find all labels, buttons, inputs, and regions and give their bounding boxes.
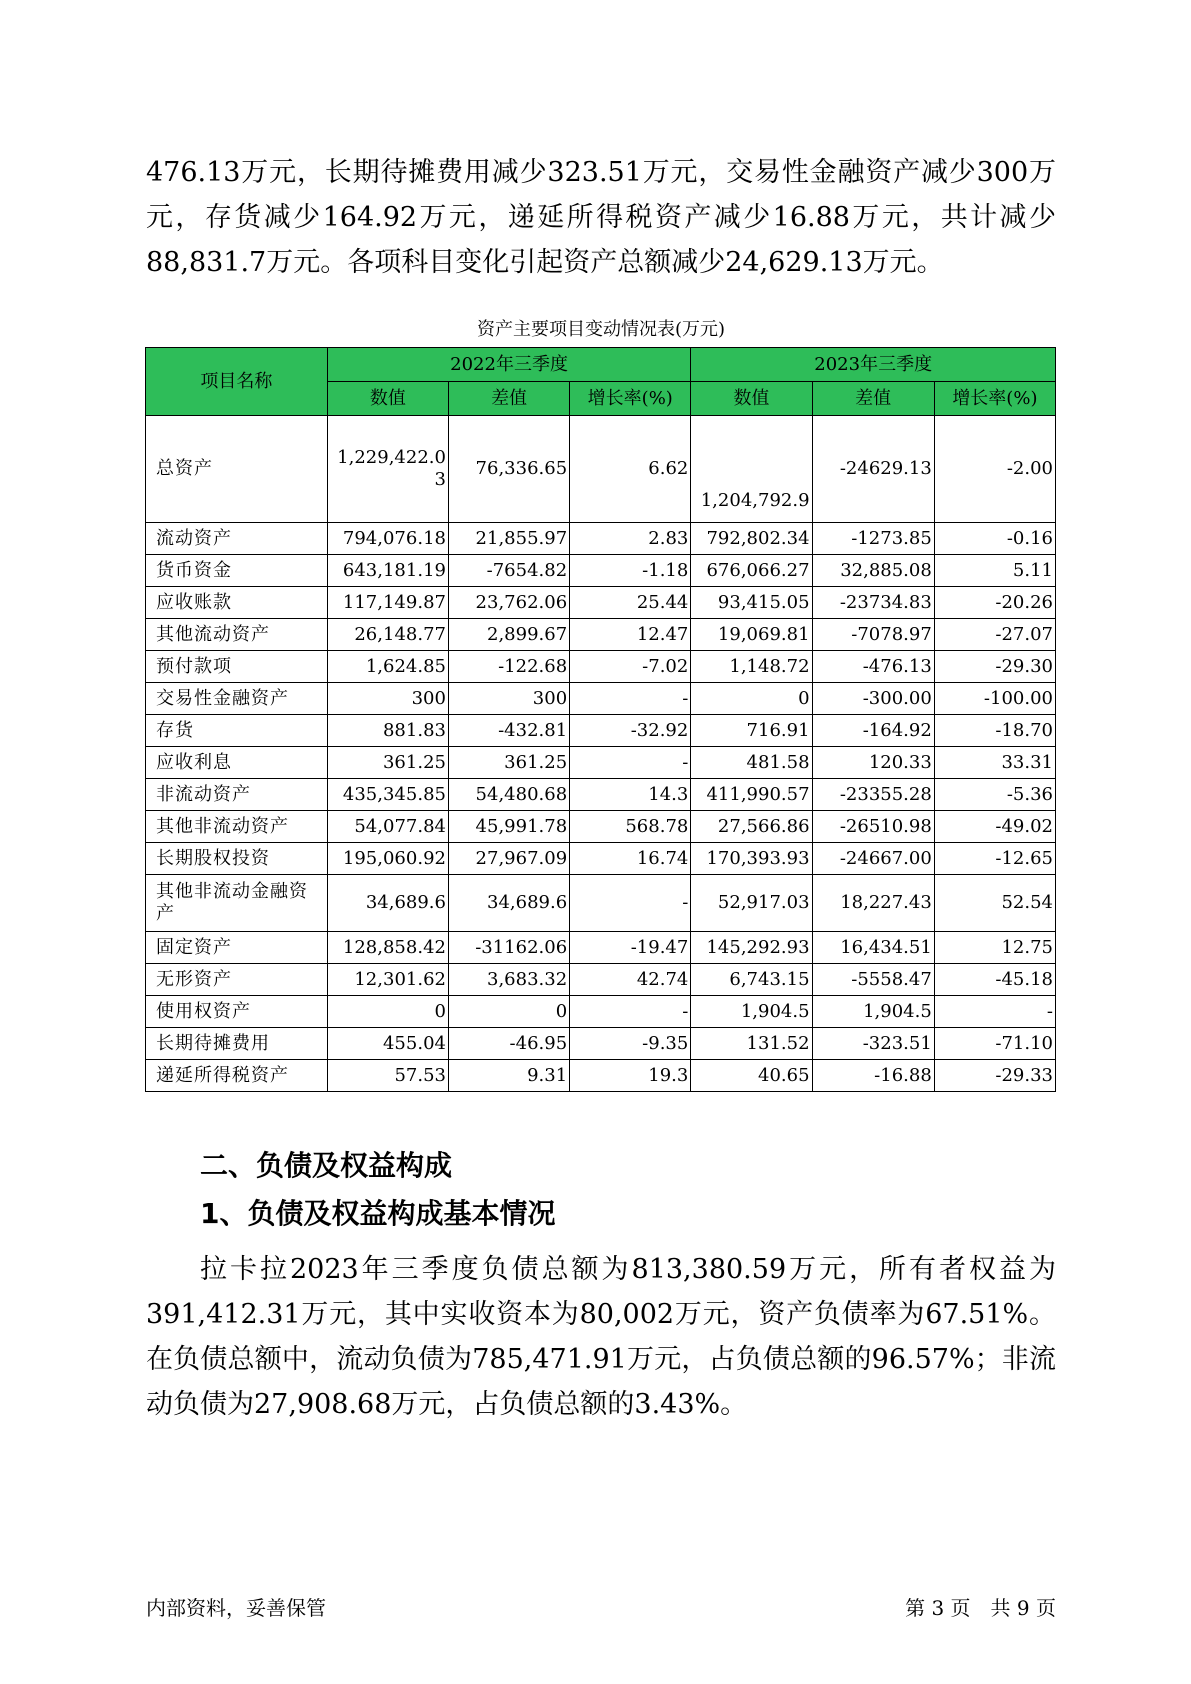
row-item-name: 交易性金融资产 [146, 683, 328, 715]
table-cell: 27,967.09 [448, 843, 569, 875]
table-cell: -24667.00 [812, 843, 934, 875]
table-cell: 14.3 [570, 779, 691, 811]
table-cell: 5.11 [934, 555, 1055, 587]
table-cell: 117,149.87 [327, 587, 448, 619]
row-item-name: 使用权资产 [146, 996, 328, 1028]
table-cell: 3,683.32 [448, 964, 569, 996]
table-cell: 93,415.05 [691, 587, 812, 619]
table-cell: 26,148.77 [327, 619, 448, 651]
header-item-name: 项目名称 [146, 348, 328, 416]
table-cell: 300 [448, 683, 569, 715]
table-cell: 52.54 [934, 875, 1055, 932]
table-cell: 27,566.86 [691, 811, 812, 843]
table-cell: -45.18 [934, 964, 1055, 996]
table-cell: 34,689.6 [327, 875, 448, 932]
table-cell: -5558.47 [812, 964, 934, 996]
row-item-name: 其他非流动资产 [146, 811, 328, 843]
table-cell: 23,762.06 [448, 587, 569, 619]
row-item-name: 存货 [146, 715, 328, 747]
header-period-2023: 2023年三季度 [691, 348, 1056, 382]
row-item-name: 货币资金 [146, 555, 328, 587]
table-cell: -32.92 [570, 715, 691, 747]
table-row [146, 779, 1056, 811]
table-cell: 12.47 [570, 619, 691, 651]
row-item-name: 预付款项 [146, 651, 328, 683]
table-cell: 32,885.08 [812, 555, 934, 587]
table-cell: -323.51 [812, 1028, 934, 1060]
table-row [146, 416, 1056, 523]
table-cell: -2.00 [934, 416, 1055, 523]
table-cell: 9.31 [448, 1060, 569, 1092]
table-cell: -7654.82 [448, 555, 569, 587]
table-cell: 792,802.34 [691, 523, 812, 555]
table-cell: - [570, 683, 691, 715]
table-row [146, 619, 1056, 651]
row-item-name: 其他流动资产 [146, 619, 328, 651]
table-cell: -300.00 [812, 683, 934, 715]
table-cell: 18,227.43 [812, 875, 934, 932]
table-cell: 300 [327, 683, 448, 715]
table-row [146, 996, 1056, 1028]
asset-change-table [145, 347, 1056, 1092]
table-cell: 2,899.67 [448, 619, 569, 651]
table-cell: 145,292.93 [691, 932, 812, 964]
table-cell: 568.78 [570, 811, 691, 843]
table-cell: - [570, 996, 691, 1028]
table-cell: -71.10 [934, 1028, 1055, 1060]
table-cell: 120.33 [812, 747, 934, 779]
table-cell: 170,393.93 [691, 843, 812, 875]
table-row [146, 1060, 1056, 1092]
table-cell: -24629.13 [812, 416, 934, 523]
header-value-2022: 数值 [327, 382, 448, 416]
table-cell: 676,066.27 [691, 555, 812, 587]
table-cell: -100.00 [934, 683, 1055, 715]
table-cell: -164.92 [812, 715, 934, 747]
header-period-2022: 2022年三季度 [327, 348, 691, 382]
table-body [146, 416, 1056, 1092]
table-cell: 435,345.85 [327, 779, 448, 811]
row-item-name: 固定资产 [146, 932, 328, 964]
table-cell: -29.33 [934, 1060, 1055, 1092]
table-cell: 52,917.03 [691, 875, 812, 932]
table-cell: 455.04 [327, 1028, 448, 1060]
table-cell: 0 [327, 996, 448, 1028]
table-row [146, 964, 1056, 996]
table-row [146, 843, 1056, 875]
table-cell: 21,855.97 [448, 523, 569, 555]
table-row [146, 555, 1056, 587]
row-item-name: 流动资产 [146, 523, 328, 555]
row-item-name: 递延所得税资产 [146, 1060, 328, 1092]
table-cell: 0 [448, 996, 569, 1028]
table-cell: 6.62 [570, 416, 691, 523]
section-heading: 二、负债及权益构成 [200, 1149, 453, 1182]
table-cell: 40.65 [691, 1060, 812, 1092]
table-cell: 54,480.68 [448, 779, 569, 811]
subsection-heading: 1、负债及权益构成基本情况 [200, 1197, 556, 1230]
table-cell: 19.3 [570, 1060, 691, 1092]
table-cell: -9.35 [570, 1028, 691, 1060]
table-row [146, 932, 1056, 964]
table-cell: 128,858.42 [327, 932, 448, 964]
header-growth-2023: 增长率(%) [934, 382, 1055, 416]
table-cell: 1,904.5 [691, 996, 812, 1028]
table-cell: 643,181.19 [327, 555, 448, 587]
table-cell: -432.81 [448, 715, 569, 747]
table-cell: -7.02 [570, 651, 691, 683]
table-cell: -46.95 [448, 1028, 569, 1060]
header-growth-2022: 增长率(%) [570, 382, 691, 416]
table-cell: -0.16 [934, 523, 1055, 555]
table-cell: -1.18 [570, 555, 691, 587]
table-cell: 45,991.78 [448, 811, 569, 843]
row-item-name: 总资产 [146, 416, 328, 523]
table-cell: - [570, 875, 691, 932]
table-cell: -476.13 [812, 651, 934, 683]
table-cell: -1273.85 [812, 523, 934, 555]
table-cell: 34,689.6 [448, 875, 569, 932]
table-cell: 481.58 [691, 747, 812, 779]
liability-paragraph: 拉卡拉2023年三季度负债总额为813,380.59万元，所有者权益为391,412.31万元，其中实收资本为80,002万元，资产负债率为67.51%。在负债总额中，流动负债为785,471.91万元，占负债总额的96.57%；非流动负债为27,908.68万元，占负债总额的3.43%。 [146, 1254, 1056, 1420]
header-diff-2023: 差值 [812, 382, 934, 416]
table-row [146, 587, 1056, 619]
table-cell: -27.07 [934, 619, 1055, 651]
table-cell: 16,434.51 [812, 932, 934, 964]
table-cell: 54,077.84 [327, 811, 448, 843]
table-cell: -16.88 [812, 1060, 934, 1092]
table-cell: -23734.83 [812, 587, 934, 619]
table-cell: 25.44 [570, 587, 691, 619]
table-cell: -5.36 [934, 779, 1055, 811]
row-item-name: 非流动资产 [146, 779, 328, 811]
footer-page-number: 第 3 页 共 9 页 [905, 1596, 1056, 1620]
table-cell: -23355.28 [812, 779, 934, 811]
row-item-name: 无形资产 [146, 964, 328, 996]
table-cell: -20.26 [934, 587, 1055, 619]
footer-confidential-note: 内部资料，妥善保管 [146, 1596, 326, 1620]
table-row [146, 747, 1056, 779]
table-cell: - [934, 996, 1055, 1028]
row-item-name: 其他非流动金融资产 [146, 875, 328, 932]
table-cell: -26510.98 [812, 811, 934, 843]
continuation-paragraph: 476.13万元，长期待摊费用减少323.51万元，交易性金融资产减少300万元，存货减少164.92万元，递延所得税资产减少16.88万元，共计减少88,831.7万元。各项科目变化引起资产总额减少24,629.13万元。 [146, 157, 1056, 278]
table-cell: 794,076.18 [327, 523, 448, 555]
table-cell: 0 [691, 683, 812, 715]
row-item-name: 长期待摊费用 [146, 1028, 328, 1060]
table-cell: 1,148.72 [691, 651, 812, 683]
table-cell: -31162.06 [448, 932, 569, 964]
row-item-name: 应收账款 [146, 587, 328, 619]
table-cell: 1,229,422.03 [327, 416, 448, 523]
table-cell: 12.75 [934, 932, 1055, 964]
table-caption: 资产主要项目变动情况表(万元) [476, 319, 726, 340]
table-cell: -122.68 [448, 651, 569, 683]
row-item-name: 应收利息 [146, 747, 328, 779]
table-cell: 361.25 [327, 747, 448, 779]
table-cell: -29.30 [934, 651, 1055, 683]
table-cell: -7078.97 [812, 619, 934, 651]
table-cell: 33.31 [934, 747, 1055, 779]
table-cell: -19.47 [570, 932, 691, 964]
table-cell: 16.74 [570, 843, 691, 875]
table-cell: 1,204,792.9 [691, 416, 812, 523]
header-value-2023: 数值 [691, 382, 812, 416]
table-cell: - [570, 747, 691, 779]
table-cell: 42.74 [570, 964, 691, 996]
table-row [146, 715, 1056, 747]
table-row [146, 683, 1056, 715]
table-cell: 2.83 [570, 523, 691, 555]
table-cell: 19,069.81 [691, 619, 812, 651]
table-cell: 12,301.62 [327, 964, 448, 996]
table-cell: 716.91 [691, 715, 812, 747]
table-row [146, 811, 1056, 843]
header-diff-2022: 差值 [448, 382, 569, 416]
table-cell: 6,743.15 [691, 964, 812, 996]
table-cell: 195,060.92 [327, 843, 448, 875]
table-cell: 411,990.57 [691, 779, 812, 811]
table-cell: 361.25 [448, 747, 569, 779]
table-cell: 131.52 [691, 1028, 812, 1060]
table-cell: 1,624.85 [327, 651, 448, 683]
table-row [146, 1028, 1056, 1060]
table-cell: -12.65 [934, 843, 1055, 875]
table-row [146, 651, 1056, 683]
table-cell: 57.53 [327, 1060, 448, 1092]
table-cell: 1,904.5 [812, 996, 934, 1028]
table-row [146, 523, 1056, 555]
row-item-name: 长期股权投资 [146, 843, 328, 875]
table-cell: 881.83 [327, 715, 448, 747]
table-cell: -49.02 [934, 811, 1055, 843]
table-row [146, 875, 1056, 932]
table-cell: 76,336.65 [448, 416, 569, 523]
table-cell: -18.70 [934, 715, 1055, 747]
